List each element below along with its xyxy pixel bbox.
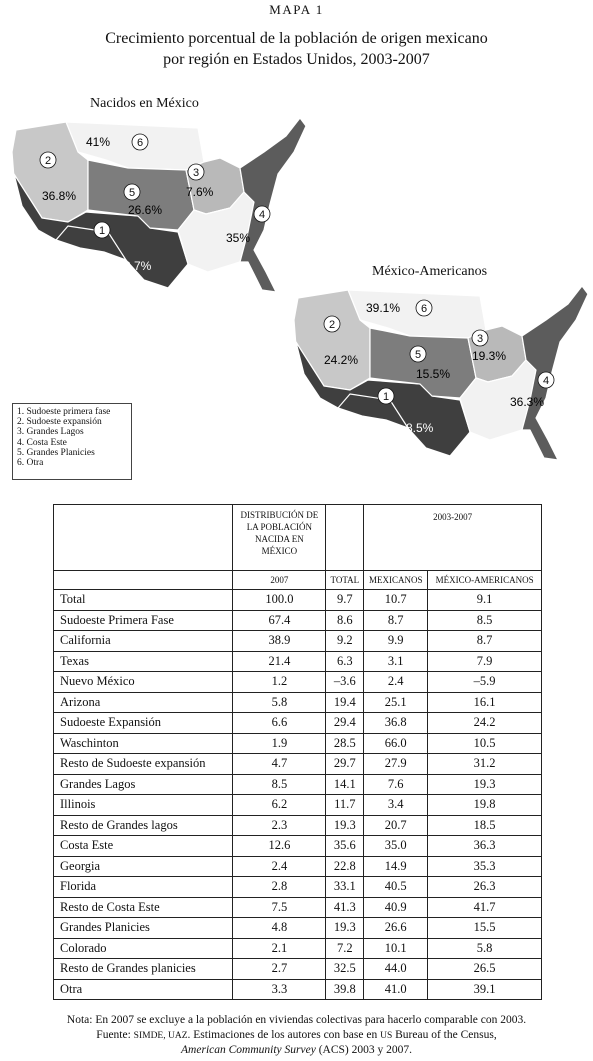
map2-marker-5-label: 5 <box>414 349 422 361</box>
cell-total: 9.2 <box>326 631 364 652</box>
map2-marker-2-label: 2 <box>328 319 336 331</box>
cell-mexicanos: 66.0 <box>364 733 428 754</box>
table-row <box>54 610 542 631</box>
map1-marker-5-label: 5 <box>128 187 136 199</box>
cell-2007: 1.9 <box>233 733 326 754</box>
note-line: Nota: En 2007 se excluye a la población en viviendas colectivas para hacerlo comparable con 2003. <box>66 1014 527 1026</box>
row-name: Nuevo México <box>54 672 233 693</box>
cell-mexico-americanos: 26.5 <box>428 959 542 980</box>
cell-total: 7.2 <box>326 938 364 959</box>
map1-value-r3: 7.6% <box>186 185 214 199</box>
table-row <box>54 979 542 1000</box>
cell-mexico-americanos: 8.5 <box>428 610 542 631</box>
map2-value-r5: 15.5% <box>416 367 451 381</box>
map-nacidos-en-mexico <box>8 112 308 298</box>
cell-2007: 4.8 <box>233 918 326 939</box>
header-distribucion <box>233 505 326 571</box>
row-name: Resto de Costa Este <box>54 897 233 918</box>
map1-value-r4: 35% <box>226 231 251 245</box>
table-row <box>54 836 542 857</box>
cell-total: 39.8 <box>326 979 364 1000</box>
cell-mexico-americanos: 41.7 <box>428 897 542 918</box>
table-row <box>54 590 542 611</box>
row-name: Grandes Lagos <box>54 774 233 795</box>
cell-mexicanos: 3.4 <box>364 795 428 816</box>
source-text: (ACS) 2003 y 2007. <box>315 1044 412 1056</box>
cell-mexico-americanos: –5.9 <box>428 672 542 693</box>
map1-value-r2: 36.8% <box>42 189 77 203</box>
source-text: . Estimaciones de los autores con base en <box>187 1029 381 1041</box>
row-name: Georgia <box>54 856 233 877</box>
header-2007: 2007 <box>233 571 326 590</box>
source-text: US <box>380 1031 393 1041</box>
header-period: 2003-2007 <box>364 505 542 571</box>
map2-value-r3: 19.3% <box>472 349 507 363</box>
table-row <box>54 692 542 713</box>
row-name: Otra <box>54 979 233 1000</box>
row-name: Costa Este <box>54 836 233 857</box>
cell-mexico-americanos: 7.9 <box>428 651 542 672</box>
row-name: Resto de Grandes lagos <box>54 815 233 836</box>
cell-mexicanos: 27.9 <box>364 754 428 775</box>
table-body <box>54 590 542 1000</box>
figure-number: MAPA 1 <box>269 2 324 17</box>
table-row <box>54 713 542 734</box>
header-dist-line: LA POBLACIÓN <box>246 522 313 532</box>
cell-mexicanos: 10.7 <box>364 590 428 611</box>
cell-2007: 12.6 <box>233 836 326 857</box>
row-name: Resto de Sudoeste expansión <box>54 754 233 775</box>
cell-mexico-americanos: 36.3 <box>428 836 542 857</box>
cell-mexico-americanos: 26.3 <box>428 877 542 898</box>
cell-mexico-americanos: 18.5 <box>428 815 542 836</box>
cell-2007: 7.5 <box>233 897 326 918</box>
cell-mexicanos: 9.9 <box>364 631 428 652</box>
cell-mexico-americanos: 10.5 <box>428 733 542 754</box>
map2-marker-6-label: 6 <box>420 303 428 315</box>
table-row <box>54 795 542 816</box>
table-row <box>54 918 542 939</box>
cell-total: 33.1 <box>326 877 364 898</box>
cell-mexico-americanos: 16.1 <box>428 692 542 713</box>
row-name: Resto de Grandes planicies <box>54 959 233 980</box>
map-mexico-americanos <box>290 280 590 466</box>
row-name: Total <box>54 590 233 611</box>
cell-mexico-americanos: 19.3 <box>428 774 542 795</box>
map2-label: México-Americanos <box>372 264 488 279</box>
cell-mexico-americanos: 31.2 <box>428 754 542 775</box>
cell-2007: 6.2 <box>233 795 326 816</box>
cell-mexicanos: 40.9 <box>364 897 428 918</box>
cell-total: 14.1 <box>326 774 364 795</box>
map2-value-r6: 39.1% <box>366 301 401 315</box>
cell-total: 35.6 <box>326 836 364 857</box>
table-row <box>54 959 542 980</box>
cell-2007: 2.7 <box>233 959 326 980</box>
map1-marker-1-label: 1 <box>98 225 106 237</box>
source-text: Bureau of the Census, <box>392 1029 497 1041</box>
map2-value-r4: 36.3% <box>510 395 545 409</box>
map1-marker-3-label: 3 <box>192 167 200 179</box>
map1-value-r6: 41% <box>86 135 111 149</box>
cell-mexicanos: 36.8 <box>364 713 428 734</box>
legend-item: 5. Grandes Planicies <box>17 447 95 458</box>
cell-total: 28.5 <box>326 733 364 754</box>
cell-total: 29.4 <box>326 713 364 734</box>
cell-mexicanos: 44.0 <box>364 959 428 980</box>
cell-mexicanos: 41.0 <box>364 979 428 1000</box>
cell-total: 8.6 <box>326 610 364 631</box>
cell-mexicanos: 3.1 <box>364 651 428 672</box>
cell-mexicanos: 26.6 <box>364 918 428 939</box>
source-line <box>0 1029 593 1041</box>
cell-2007: 2.4 <box>233 856 326 877</box>
table-row <box>54 774 542 795</box>
table-row <box>54 856 542 877</box>
cell-mexico-americanos: 9.1 <box>428 590 542 611</box>
cell-2007: 2.3 <box>233 815 326 836</box>
cell-total: –3.6 <box>326 672 364 693</box>
cell-mexico-americanos: 39.1 <box>428 979 542 1000</box>
cell-total: 41.3 <box>326 897 364 918</box>
map1-label: Nacidos en México <box>90 96 199 111</box>
growth-table <box>53 504 542 1000</box>
legend-item: 4. Costa Este <box>17 437 67 448</box>
cell-mexicanos: 35.0 <box>364 836 428 857</box>
source-text: Fuente: <box>96 1029 134 1041</box>
cell-total: 32.5 <box>326 959 364 980</box>
row-name: Grandes Planicies <box>54 918 233 939</box>
header-dist-line: DISTRIBUCIÓN DE <box>240 510 319 520</box>
cell-2007: 6.6 <box>233 713 326 734</box>
header-dist-line: MÉXICO <box>261 546 298 556</box>
table-row <box>54 938 542 959</box>
table-row <box>54 651 542 672</box>
cell-total: 22.8 <box>326 856 364 877</box>
table-row <box>54 754 542 775</box>
source-text: SIMDE, UAZ <box>133 1031 188 1041</box>
row-name: California <box>54 631 233 652</box>
cell-mexicanos: 10.1 <box>364 938 428 959</box>
table-row <box>54 631 542 652</box>
row-name: Arizona <box>54 692 233 713</box>
cell-2007: 100.0 <box>233 590 326 611</box>
cell-2007: 4.7 <box>233 754 326 775</box>
cell-total: 6.3 <box>326 651 364 672</box>
map2-marker-4-label: 4 <box>542 375 550 387</box>
cell-2007: 21.4 <box>233 651 326 672</box>
table-row <box>54 877 542 898</box>
table-row <box>54 897 542 918</box>
table-corner <box>54 505 233 571</box>
cell-total: 19.4 <box>326 692 364 713</box>
source-text: American Community Survey <box>181 1044 316 1056</box>
source-line-2 <box>0 1044 593 1056</box>
table-row <box>54 815 542 836</box>
legend-item: 1. Sudoeste primera fase <box>17 407 111 417</box>
legend-item: 6. Otra <box>17 458 44 469</box>
cell-mexicanos: 8.7 <box>364 610 428 631</box>
map2-value-r2: 24.2% <box>324 353 359 367</box>
row-name: Texas <box>54 651 233 672</box>
cell-mexico-americanos: 19.8 <box>428 795 542 816</box>
cell-total: 9.7 <box>326 590 364 611</box>
map1-value-r5: 26.6% <box>128 203 163 217</box>
map2-value-r1: 8.5% <box>406 421 434 435</box>
cell-2007: 2.1 <box>233 938 326 959</box>
row-name: Illinois <box>54 795 233 816</box>
header-total: TOTAL <box>326 571 364 590</box>
header-blank <box>326 505 364 571</box>
map2-marker-3-label: 3 <box>476 333 484 345</box>
header-mexico-americanos: MÉXICO-AMERICANOS <box>428 571 542 590</box>
map1-marker-4-label: 4 <box>258 209 266 221</box>
cell-mexico-americanos: 24.2 <box>428 713 542 734</box>
legend-item: 2. Sudoeste expansión <box>17 417 102 428</box>
cell-mexicanos: 25.1 <box>364 692 428 713</box>
legend-item: 3. Grandes Lagos <box>17 427 84 438</box>
cell-2007: 3.3 <box>233 979 326 1000</box>
row-name: Sudoeste Expansión <box>54 713 233 734</box>
cell-total: 29.7 <box>326 754 364 775</box>
cell-2007: 8.5 <box>233 774 326 795</box>
cell-mexicanos: 40.5 <box>364 877 428 898</box>
cell-2007: 1.2 <box>233 672 326 693</box>
figure-title-line2: por región en Estados Unidos, 2003-2007 <box>163 51 430 68</box>
table-row <box>54 733 542 754</box>
cell-mexico-americanos: 8.7 <box>428 631 542 652</box>
map-legend <box>12 403 132 480</box>
cell-2007: 38.9 <box>233 631 326 652</box>
row-name: Colorado <box>54 938 233 959</box>
cell-2007: 5.8 <box>233 692 326 713</box>
cell-mexico-americanos: 5.8 <box>428 938 542 959</box>
cell-total: 11.7 <box>326 795 364 816</box>
map1-marker-2-label: 2 <box>44 155 52 167</box>
cell-mexico-americanos: 15.5 <box>428 918 542 939</box>
map1-value-r1: 8.7% <box>124 259 152 273</box>
cell-mexicanos: 14.9 <box>364 856 428 877</box>
header-mexicanos: MEXICANOS <box>364 571 428 590</box>
cell-2007: 67.4 <box>233 610 326 631</box>
cell-mexicanos: 7.6 <box>364 774 428 795</box>
cell-mexico-americanos: 35.3 <box>428 856 542 877</box>
row-name: Waschinton <box>54 733 233 754</box>
header-blank <box>54 571 233 590</box>
cell-total: 19.3 <box>326 815 364 836</box>
row-name: Sudoeste Primera Fase <box>54 610 233 631</box>
header-dist-line: NACIDA EN <box>255 534 304 544</box>
map1-marker-6-label: 6 <box>136 137 144 149</box>
row-name: Florida <box>54 877 233 898</box>
cell-mexicanos: 2.4 <box>364 672 428 693</box>
table-row <box>54 672 542 693</box>
figure-title-line1: Crecimiento porcentual de la población de origen mexicano <box>105 30 488 47</box>
cell-2007: 2.8 <box>233 877 326 898</box>
map2-marker-1-label: 1 <box>382 391 390 403</box>
cell-mexicanos: 20.7 <box>364 815 428 836</box>
cell-total: 19.3 <box>326 918 364 939</box>
